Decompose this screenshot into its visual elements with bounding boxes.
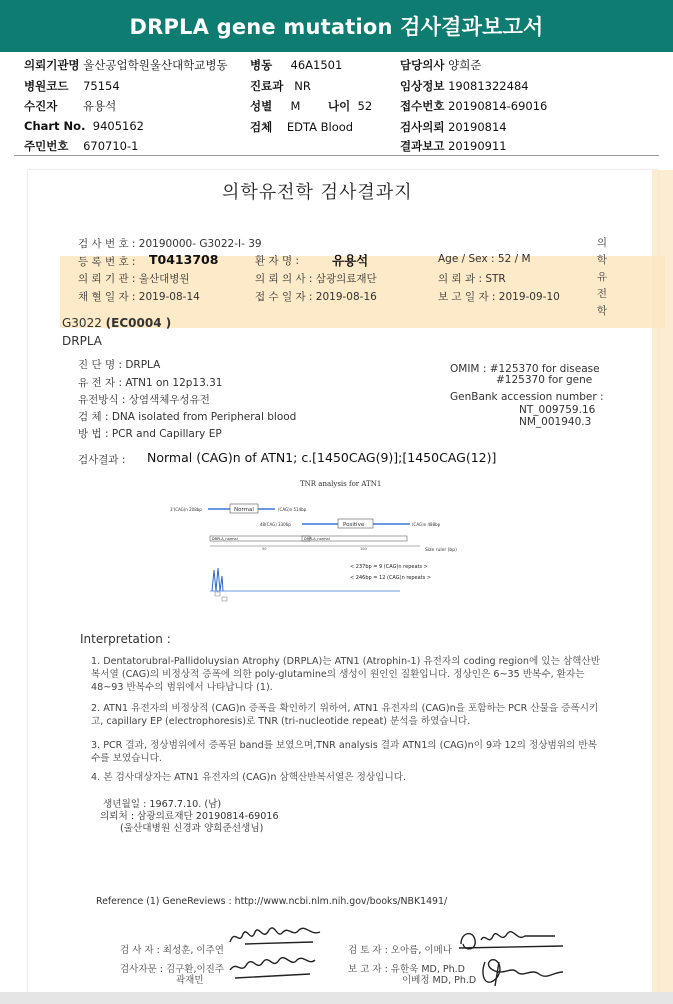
tick-label-1: 50 <box>262 547 267 551</box>
interpretation-p4: 4. 본 검사대상자는 ATN1 유전자의 (CAG)n 삼핵산반복서열은 정상입니다. <box>91 772 407 783</box>
header-report-date: 결과보고 20190911 <box>400 139 507 153</box>
size-ruler-label: Size ruler (bp) <box>425 548 457 553</box>
interpretation-p3: 3. PCR 결과, 정상범위에서 증폭된 band를 보였으며,TNR analysis 결과 ATN1의 (CAG)n이 9과 12의 정상범위의 반복수를 보였습니다. <box>91 740 597 764</box>
track-normal-label: DRPLA_normal <box>212 537 238 541</box>
specimen: 검 체 : DNA isolated from Peripheral blood <box>78 411 297 423</box>
request-doctor: 의 뢰 의 사 : 삼광의료재단 <box>255 273 377 285</box>
normal-label: Normal <box>234 507 254 513</box>
report-title-banner <box>0 0 673 52</box>
genbank-nt: NT_009759.16 <box>519 404 596 416</box>
tick-label-2: 100 <box>360 547 367 551</box>
request-place-detail: (울산대병원 신경과 양희준선생님) <box>120 823 264 834</box>
positive-right-primer: (CAG)n 488bp <box>412 522 441 527</box>
figure-title: TNR analysis for ATN1 <box>300 480 382 488</box>
reporter-2: 이베정 MD, Ph.D <box>402 975 477 986</box>
bottom-strip <box>0 992 673 1004</box>
reference: Reference (1) GeneReviews : http://www.ncbi.nlm.nih.gov/books/NBK1491/ <box>96 896 448 907</box>
interpretation-p2: 2. ATN1 유전자의 비정상적 (CAG)n 증폭을 확인하기 위하여, ATN1 유전자의 (CAG)n을 포함하는 PCR 산물을 증폭시키고, capillary EP (electrophoresis)로 TNR (tri-nucleotide repeat) 분석을 하였습니다. <box>91 703 599 727</box>
result-value: Normal (CAG)n of ATN1; c.[1450CAG(9)];[1450CAG(12)] <box>147 450 497 465</box>
request-place: 의뢰처 : 삼광의료재단 20190814-69016 <box>100 811 279 822</box>
header-divider <box>14 155 659 156</box>
header-hospital-code: 병원코드 75154 <box>24 79 120 93</box>
tester: 검 사 자 : 최성훈, 이주연 <box>120 945 224 956</box>
patient-name: 유용석 <box>332 253 369 268</box>
reviewer-signature <box>455 922 570 992</box>
collect-date: 채 혈 일 자 : 2019-08-14 <box>78 291 200 303</box>
gene: 유 전 자 : ATN1 on 12p13.31 <box>78 377 223 389</box>
interpretation-p1: 1. Dentatorubral-Pallidoluysian Atrophy (DRPLA)는 ATN1 (Atrophin-1) 유전자의 coding region에 있는 삼핵산반복서열 (CAG)의 비정상적 증폭에 의한 poly-glutamine의 생성이 원인인 질환입니다. 정상인은 6~35 반복수, 환자는 48~93 반복수의 범위에서 나타납니다 (1). <box>91 656 600 693</box>
report-date: 보 고 일 자 : 2019-09-10 <box>438 291 560 303</box>
request-org: 의 뢰 기 관 : 울산대병원 <box>78 273 190 285</box>
positive-label: Positive <box>343 522 365 528</box>
tester-advisor-2: 곽재민 <box>176 975 204 986</box>
header-doctor: 담당의사 양희준 <box>400 58 482 72</box>
receive-date: 접 수 일 자 : 2019-08-16 <box>255 291 377 303</box>
patient-label: 환 자 명 : <box>255 255 299 267</box>
result-label: 검사결과 : <box>78 454 126 466</box>
header-hospital: 의뢰기관명 울산공업학원울산대학교병동 <box>24 58 228 72</box>
header-clinical-info: 임상정보 19081322484 <box>400 79 529 93</box>
peak-label-2: < 246bp = 12 (CAG)n repeats > <box>350 575 432 581</box>
request-dept: 의 뢰 과 : STR <box>438 273 506 285</box>
omim-gene: #125370 for gene <box>496 374 593 386</box>
genbank-nm: NM_001940.3 <box>519 416 592 428</box>
vertical-label: 의학유전학 <box>596 237 608 317</box>
tester-signature <box>225 920 325 985</box>
method: 방 법 : PCR and Capillary EP <box>78 428 222 440</box>
header-specimen: 검체 EDTA Blood <box>250 120 354 134</box>
peak-marker-2 <box>222 597 227 601</box>
disease-code: DRPLA <box>62 334 102 348</box>
peak-marker-1 <box>215 592 220 596</box>
birth-date: 생년월일 : 1967.7.10. (남) <box>103 799 222 810</box>
header-id-no: 주민번호 670710-1 <box>24 139 139 153</box>
header-receipt-no: 접수번호 20190814-69016 <box>400 99 548 113</box>
sheet-title: 의학유전학 검사결과지 <box>222 182 413 203</box>
inheritance: 유전방식 : 상염색체우성유전 <box>78 394 210 406</box>
test-code: G3022 (EC0004 ) <box>62 316 172 330</box>
positive-left-primer: 48(CAG) 3306p <box>260 522 291 527</box>
header-sex: 성별 M <box>250 99 301 113</box>
header-ward: 병동 46A1501 <box>250 58 343 72</box>
tester-advisor: 검사자문 : 김구환,이진주 <box>120 964 225 975</box>
right-primer: (CAG)n 514bp <box>278 507 307 512</box>
age-sex: Age / Sex : 52 / M <box>438 253 531 265</box>
reviewer: 검 토 자 : 오아름, 이메나 <box>348 945 452 956</box>
peak-trace <box>212 568 223 591</box>
tnr-analysis-figure <box>170 476 470 606</box>
reg-number: T0413708 <box>149 252 219 267</box>
genbank-label: GenBank accession number : <box>450 391 604 403</box>
peak-label-1: < 237bp = 9 (CAG)n repeats > <box>350 564 428 570</box>
header-age: 나이 52 <box>328 99 373 113</box>
track-positive-label: DRPLA_normal <box>304 537 330 541</box>
header-department: 진료과 NR <box>250 79 311 93</box>
reg-label: 등 록 번 호 : <box>78 256 136 268</box>
reporter: 보 고 자 : 유한욱 MD, Ph.D <box>348 964 465 975</box>
header-request-date: 검사의뢰 20190814 <box>400 120 507 134</box>
interpretation-heading: Interpretation : <box>80 632 171 646</box>
omim-disease: OMIM : #125370 for disease <box>450 363 600 375</box>
report-title: DRPLA gene mutation 검사결과보고서 <box>129 15 544 39</box>
header-chart-no: Chart No. 9405162 <box>24 119 144 133</box>
left-primer: 3'(CAG)n 208bp <box>170 507 202 512</box>
header-patient: 수진자 유용석 <box>24 99 117 113</box>
diagnosis: 진 단 명 : DRPLA <box>78 359 161 371</box>
test-number: 검 사 번 호 : 20190000- G3022-I- 39 <box>78 238 262 250</box>
